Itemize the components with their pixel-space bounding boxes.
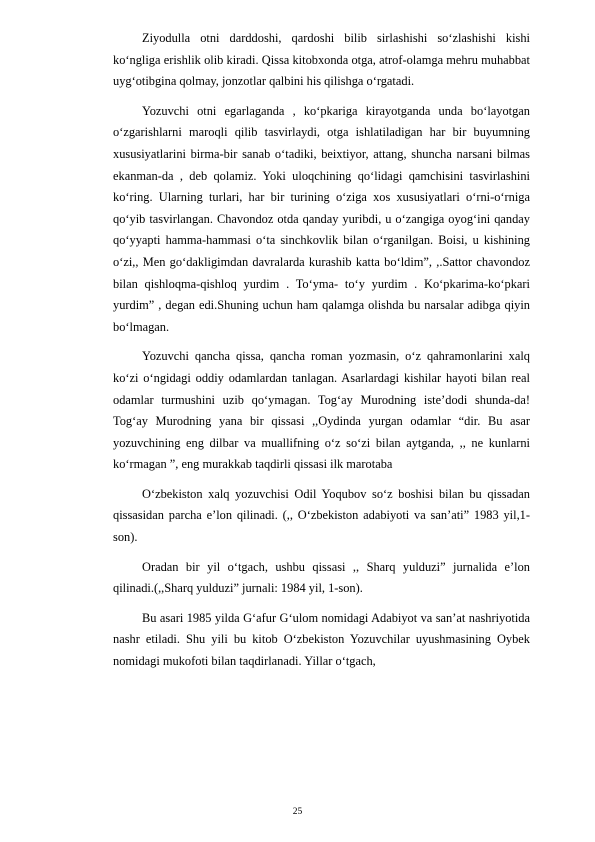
paragraph-1: Ziyodulla otni darddoshi, qardoshi bilib sirlashishi so‘zlashishi kishi ko‘ngliga erishlik olib kiradi. Qissa kitobxonda otga, atrof-olamga mehru muhabbat uyg‘otibgina qolmay, jonzotlar qalbini his qilishga o‘rgatadi. — [113, 31, 530, 89]
paragraph-6: Bu asari 1985 yilda G‘afur G‘ulom nomidagi Adabiyot va san’at nashriyotida nashr etiladi. Shu yili bu kitob O‘zbekiston Yozuvchilar uyushmasining Oybek nomidagi mukofoti bilan taqdirlanadi. Yillar o‘tgach, — [113, 610, 530, 669]
paragraph-5: Oradan bir yil o‘tgach, ushbu qissasi ,, Sharq yulduzi” jurnalida e’lon qilinadi.(,,Sharq yulduzi” jurnali: 1984 yil, 1-son). — [113, 559, 530, 596]
paragraph-3: Yozuvchi qancha qissa, qancha roman yozmasin, o‘z qahramonlarini xalq ko‘zi o‘ngidagi oddiy odamlardan tanlagan. Asarlardagi kishilar hayoti bilan real odamlar turmushini uzib qo‘ymagan. Tog‘ay Murodning iste’dodi shunda-da! Tog‘ay Murodning yana bir qissasi ,,Oydinda yurgan odamlar “dir. Bu asar yozuvchining eng dilbar va muallifning o‘z so‘zi bilan aytganda, ,, ne kunlarni ko‘rmagan ”, eng murakkab taqdirli qissasi ilk marotaba — [113, 349, 530, 472]
paragraph-4: O‘zbekiston xalq yozuvchisi Odil Yoqubov so‘z boshisi bilan bu qissadan qissasidan parcha e’lon qilinadi. (,, O‘zbekiston adabiyoti va san’ati” 1983 yil,1-son). — [113, 486, 530, 545]
paragraph-2: Yozuvchi otni egarlaganda , ko‘pkariga kirayotganda unda bo‘layotgan o‘zgarishlarni maroqli qilib tasvirlaydi, otga ishlatiladigan har bir buyumning xususiyatlarini birma-bir sanab o‘tadiki, beixtiyor, attang, shuncha narsani bilmas ekanman-da , deb qolamiz. Yoki uloqchining qo‘lidagi qamchisini tasvirlashini ko‘ring. Ularning turlari, har bir turining o‘ziga xos xususiyatlari o‘rni-o‘rniga qo‘yib tasvirlangan. Chavondoz otda qanday yuribdi, u o‘zangiga oyog‘ini qanday qo‘yyapti hamma-hammasi o‘ta sinchkovlik bilan o‘rganilgan. Boisi, u kishining o‘zi,, Men go‘dakligimdan davralarda kurashib katta bo‘ldim”, ,.Sattor chavondoz bilan qishloqma-qishloq yurdim . To‘yma- to‘y yurdim . Ko‘pkarima-ko‘pkari yurdim” , degan edi.Shuning uchun ham qalamga olishda bu narsalar adibga qiyin bo‘lmagan. — [113, 103, 530, 334]
page-number: 25 — [292, 807, 303, 817]
body-text — [113, 28, 530, 681]
